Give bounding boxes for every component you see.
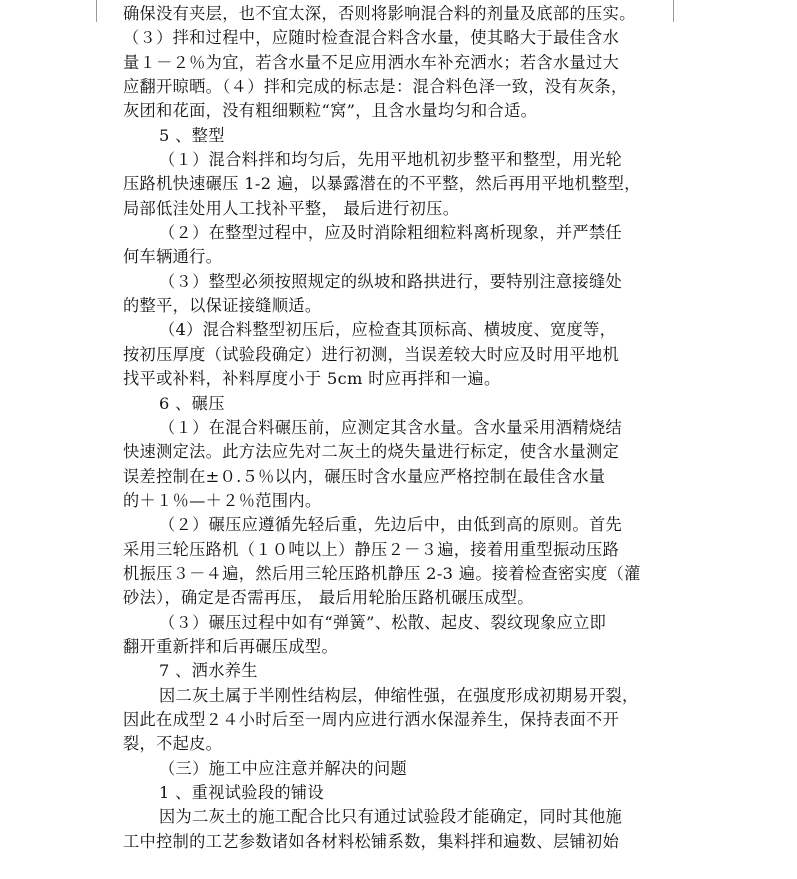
text-line: （１）混合料拌和均匀后，先用平地机初步整平和整型，用光轮 (159, 150, 623, 170)
text-line: 的＋１％—＋２％范围内。 (123, 490, 322, 510)
document-body (123, 0, 675, 854)
text-line: 压路机快速碾压 1-2 遍，以暴露潜在的不平整，然后再用平地机整型， (123, 174, 641, 194)
text-line: 1 、重视试验段的铺设 (159, 783, 324, 802)
text-line: 因此在成型２４小时后至一周内应进行洒水保湿养生，保持表面不开 (123, 709, 620, 729)
text-line: 翻开重新拌和后再碾压成型。 (123, 636, 338, 656)
text-line: （三）施工中应注意并解决的问题 (159, 758, 408, 778)
text-line: 6 、碾压 (159, 393, 225, 413)
text-line: （３）拌和过程中，应随时检查混合料含水量，使其略大于最佳含水 (123, 28, 620, 48)
text-line: 工中控制的工艺参数诸如各材料松铺系数，集料拌和遍数、层铺初始 (123, 831, 620, 851)
crop-mark-top-left (96, 0, 97, 22)
text-line: 快速测定法。此方法应先对二灰土的烧失量进行标定，使含水量测定 (123, 442, 620, 462)
text-line: 找平或补料，补料厚度小于 5cm 时应再拌和一遍。 (123, 369, 501, 389)
text-line: 误差控制在±０.５％以内，碾压时含水量应严格控制在最佳含水量 (123, 466, 606, 486)
text-line: （３）整型必须按照规定的纵坡和路拱进行，要特别注意接缝处 (159, 271, 623, 291)
text-line: （２）碾压应遵循先轻后重，先边后中，由低到高的原则。首先 (159, 515, 623, 535)
text-line: （１）在混合料碾压前，应测定其含水量。含水量采用酒精烧结 (159, 417, 623, 437)
text-line: 按初压厚度（试验段确定）进行初测，当误差较大时应及时用平地机 (123, 344, 620, 364)
text-line: 砂法），确定是否需再压， 最后用轮胎压路机碾压成型。 (123, 588, 534, 608)
text-line: 裂，不起皮。 (123, 734, 223, 754)
text-line: 因二灰土属于半刚性结构层，伸缩性强，在强度形成初期易开裂， (159, 685, 639, 705)
text-line: 确保没有夹层，也不宜太深，否则将影响混合料的剂量及底部的压实。 (123, 4, 636, 23)
text-line: （4）混合料整型初压后，应检查其顶标高、横坡度、宽度等， (159, 320, 617, 340)
text-line: （２）在整型过程中，应及时消除粗细粒料离析现象，并严禁任 (159, 223, 623, 243)
text-line: 应翻开晾晒。（４）拌和完成的标志是：混合料色泽一致，没有灰条， (123, 77, 628, 97)
text-line: 何车辆通行。 (123, 247, 223, 267)
text-line: 机振压３－４遍，然后用三轮压路机静压 2-3 遍。接着检查密实度（灌 (123, 563, 641, 583)
text-line: 的整平，以保证接缝顺适。 (123, 296, 322, 316)
text-line: 局部低洼处用人工找补平整， 最后进行初压。 (123, 198, 460, 218)
text-line: 灰团和花面，没有粗细颗粒“窝”，且含水量均匀和合适。 (123, 101, 538, 121)
text-line: 5 、整型 (159, 125, 225, 145)
text-line: 采用三轮压路机（１０吨以上）静压２－３遍，接着用重型振动压路 (123, 539, 620, 559)
text-line: （３）碾压过程中如有“弹簧”、松散、起皮、裂纹现象应立即 (159, 612, 607, 632)
text-line: 量１－２％为宜，若含水量不足应用洒水车补充洒水；若含水量过大 (123, 52, 620, 72)
text-line: 7 、洒水养生 (159, 661, 258, 681)
text-line: 因为二灰土的施工配合比只有通过试验段才能确定，同时其他施 (159, 807, 623, 827)
